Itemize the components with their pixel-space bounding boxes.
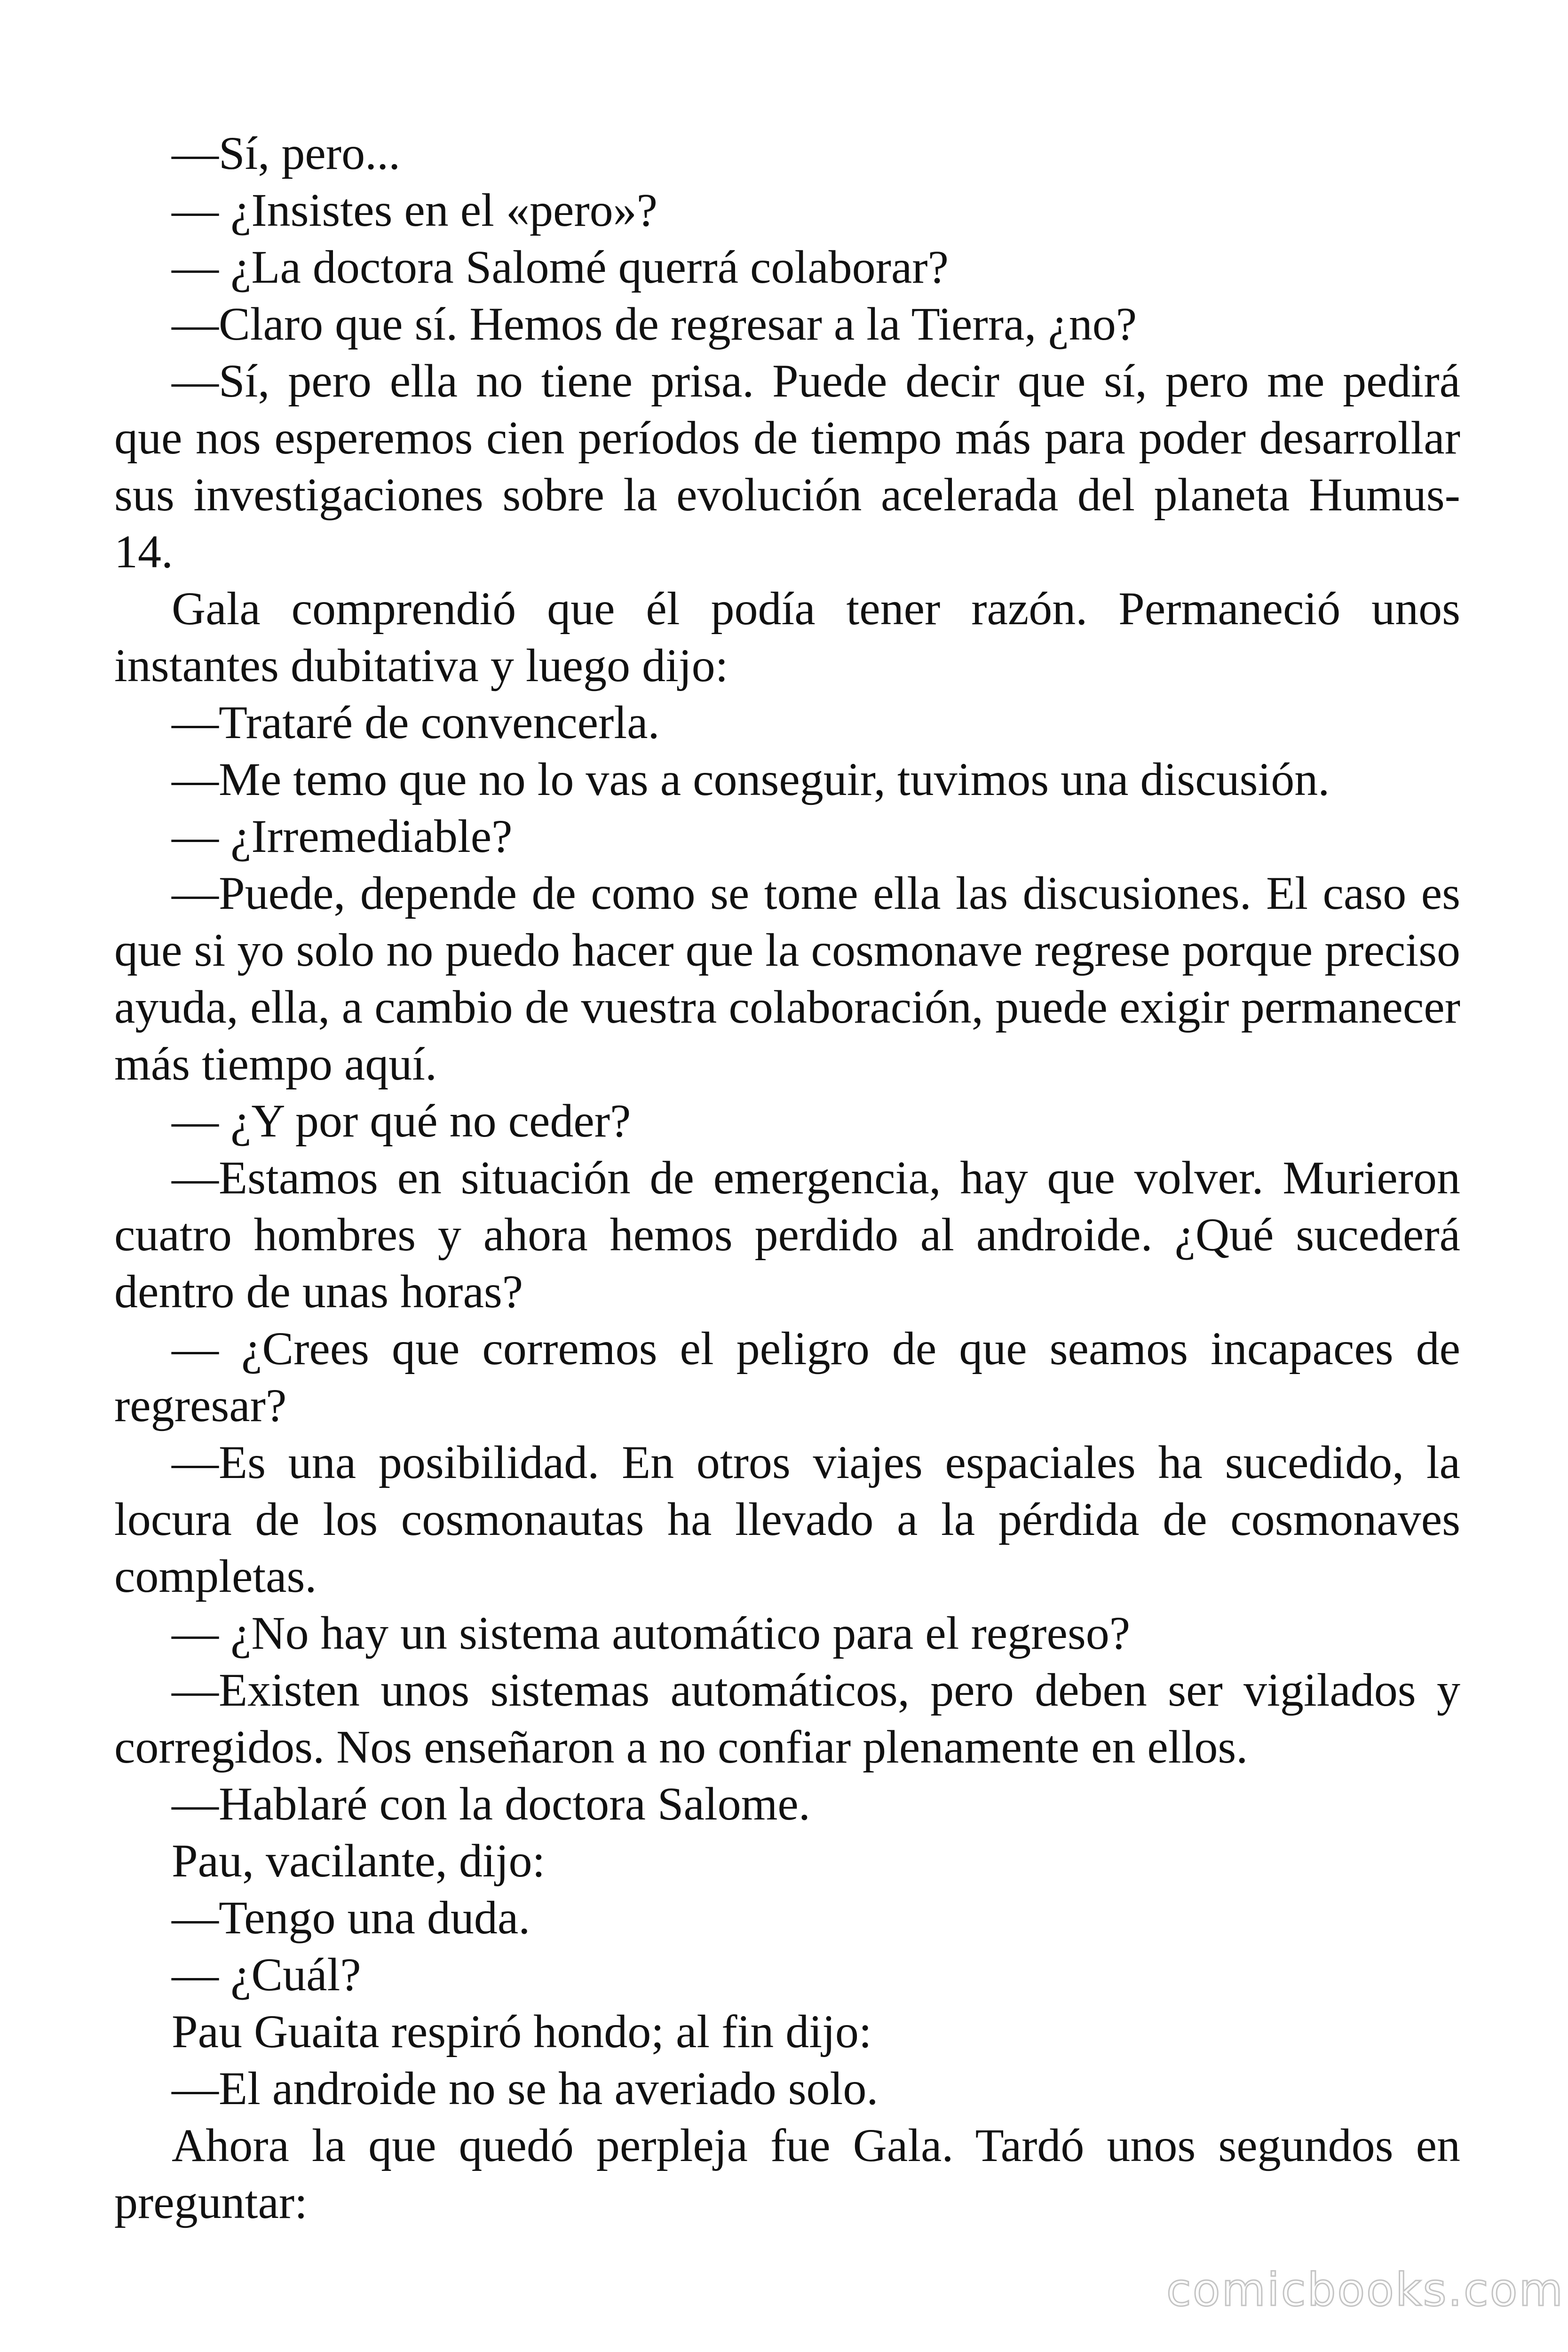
paragraph: — ¿La doctora Salomé querrá colaborar? (172, 241, 949, 293)
paragraph: — ¿Insistes en el «pero»? (172, 184, 658, 236)
paragraph: —Trataré de convencerla. (172, 696, 660, 748)
paragraph: Pau Guaita respiró hondo; al fin dijo: (172, 2005, 872, 2058)
watermark-logo: comicbooks.com (1166, 2264, 1565, 2316)
paragraph: — ¿Cuál? (172, 1948, 361, 2001)
paragraph: Pau, vacilante, dijo: (172, 1835, 546, 1887)
paragraph: —Existen unos sistemas automáticos, pero deben ser vigilados y corregidos. Nos enseñaron a no confiar plenamente en ellos. (114, 1664, 1460, 1773)
paragraph: —Estamos en situación de emergencia, hay que volver. Murieron cuatro hombres y ahora hemos perdido al androide. ¿Qué sucederá dentro de unas horas? (114, 1152, 1460, 1318)
paragraph: — ¿Y por qué no ceder? (172, 1095, 631, 1147)
paragraph: —El androide no se ha averiado solo. (172, 2062, 879, 2114)
paragraph: —Es una posibilidad. En otros viajes espaciales ha sucedido, la locura de los cosmonautas ha llevado a la pérdida de cosmonaves completas. (114, 1436, 1460, 1602)
paragraph: —Hablaré con la doctora Salome. (172, 1778, 810, 1830)
book-page-text (114, 125, 1460, 2231)
paragraph: —Claro que sí. Hemos de regresar a la Tierra, ¿no? (172, 298, 1137, 350)
paragraph: —Sí, pero... (172, 127, 401, 179)
paragraph: Ahora la que quedó perpleja fue Gala. Tardó unos segundos en preguntar: (114, 2119, 1460, 2228)
paragraph: — ¿Crees que corremos el peligro de que seamos incapaces de regresar? (114, 1322, 1460, 1431)
paragraph: —Sí, pero ella no tiene prisa. Puede decir que sí, pero me pedirá que nos esperemos cien períodos de tiempo más para poder desarrollar sus investigaciones sobre la evolución acelerada del planeta Humus-14. (114, 355, 1460, 578)
paragraph: Gala comprendió que él podía tener razón. Permaneció unos instantes dubitativa y luego dijo: (114, 582, 1460, 691)
paragraph: —Me temo que no lo vas a conseguir, tuvimos una discusión. (172, 753, 1330, 805)
paragraph: —Tengo una duda. (172, 1891, 531, 1944)
paragraph: —Puede, depende de como se tome ella las discusiones. El caso es que si yo solo no puedo hacer que la cosmonave regrese porque preciso ayuda, ella, a cambio de vuestra colaboración, puede exigir permanecer más tiempo aquí. (114, 867, 1460, 1090)
paragraph: — ¿Irremediable? (172, 810, 513, 862)
paragraph: — ¿No hay un sistema automático para el regreso? (172, 1607, 1131, 1659)
